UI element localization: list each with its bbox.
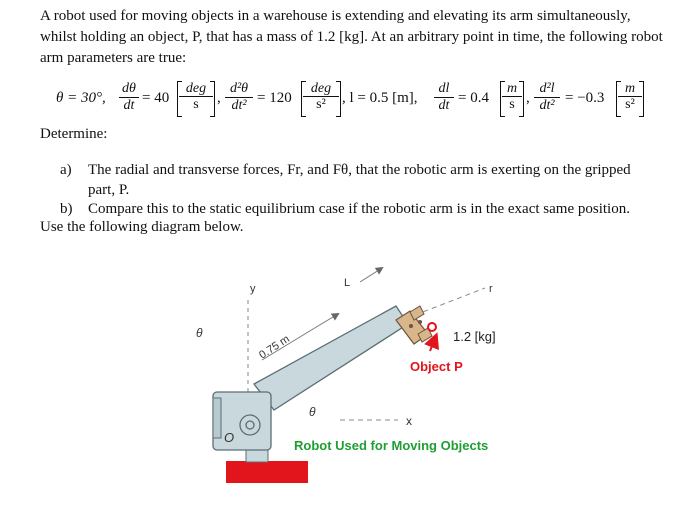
r-axis-line [415,288,485,315]
question-b-label: b) [60,201,73,217]
length-label: 0.75 m [257,333,292,362]
dimension-arrow [318,314,338,326]
robot-base-side [213,398,221,438]
d2l-denominator: dt² [539,98,555,113]
unit3-num: m [506,81,518,96]
theta-label-base: θ [309,405,316,419]
d2theta-value: = 120 [257,90,292,106]
dtheta-numerator: dθ [122,81,136,96]
d2l-value: = −0.3 [565,90,605,106]
diagram-instruction: Use the following diagram below. [40,219,244,235]
diagram-caption: Robot Used for Moving Objects [294,438,489,453]
d2l-numerator: d²l [539,81,555,96]
object-point [428,323,436,331]
length-value: , l = 0.5 [m], [342,90,418,106]
dtheta-value: = 40 [142,90,170,106]
object-label: Object P [410,359,463,374]
ground-base [226,461,308,483]
origin-label: O [224,430,235,445]
unit2-num: deg [310,81,332,96]
dtheta-denominator: dt [123,98,135,113]
d2theta-denominator: dt² [231,98,247,113]
comma-1: , [217,90,221,106]
question-a-text-line1: The radial and transverse forces, Fr, and Fθ, that the robotic arm is exerting on the gripped [88,162,631,178]
robot-joint [240,415,260,435]
theta-label-left: θ [196,326,203,340]
unit4-den: s² [625,97,635,112]
L-label: L [344,277,351,289]
unit1-num: deg [185,81,207,96]
d2theta-numerator: d²θ [229,81,249,96]
robot-gripper [396,306,432,344]
y-axis-label: y [250,283,256,295]
question-b-text: Compare this to the static equilibrium case if the robotic arm is in the exact same position. [88,201,630,217]
x-axis-label: x [406,414,412,428]
unit1-den: s [193,97,199,112]
dl-numerator: dl [438,81,450,96]
question-a-text-line2: part, P. [88,182,130,198]
dl-denominator: dt [438,98,450,113]
dl-value: = 0.4 [458,90,489,106]
theta-value: θ = 30°, [56,90,106,106]
unit3-den: s [509,97,515,112]
L-arrow [360,268,382,282]
question-a-label: a) [60,162,72,178]
unit2-den: s² [316,97,326,112]
robot-arm [254,306,408,410]
determine-heading: Determine: [40,126,108,142]
object-arrow [430,336,436,351]
robot-pedestal [246,450,268,462]
problem-statement: A robot used for moving objects in a warehouse is extending and elevating its arm simultaneously, whilst holding an object, P, that has a mass of 1.2 [kg]. At an arbitrary point in time, the following robot arm parameters are true: [40,8,663,66]
comma-2: , [526,90,530,106]
unit4-num: m [624,81,636,96]
r-axis-label: r [489,283,493,295]
mass-label: 1.2 [kg] [453,329,496,344]
